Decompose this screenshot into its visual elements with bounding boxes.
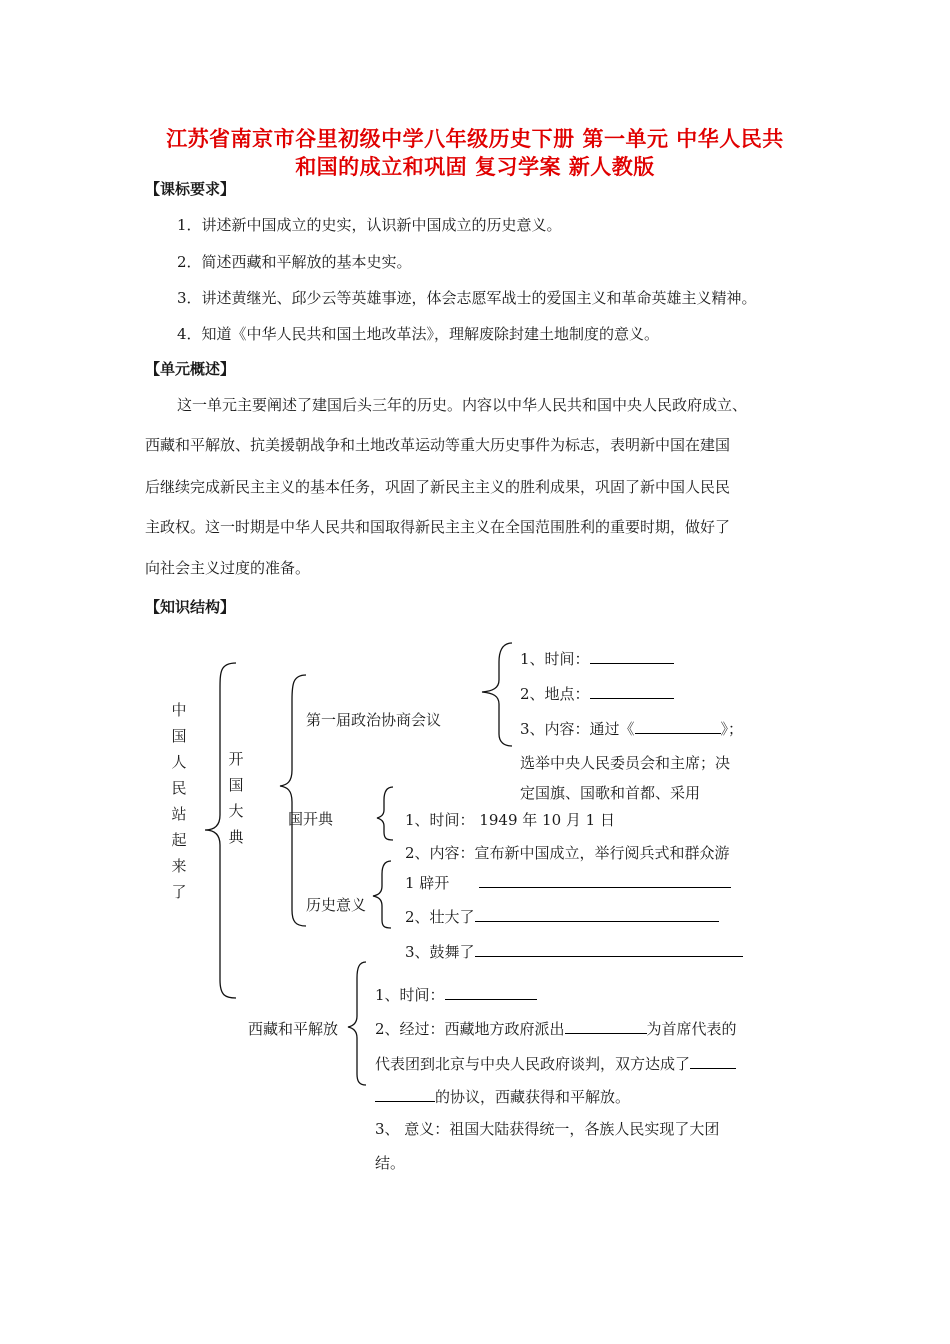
ceremony-time: 1、时间： 1949 年 10 月 1 日	[405, 811, 615, 829]
meaning-item1: 1 辟开	[405, 872, 731, 893]
requirement-item: 1．讲述新中国成立的史实，认识新中国成立的历史意义。	[177, 216, 562, 234]
doc-title-line2: 和国的成立和巩固 复习学案 新人教版	[295, 154, 655, 179]
fill-blank[interactable]	[590, 649, 674, 664]
fill-blank[interactable]	[690, 1054, 736, 1069]
fill-blank[interactable]	[590, 684, 674, 699]
tibet-label: 西藏和平解放	[248, 1020, 339, 1038]
fill-blank[interactable]	[475, 907, 719, 922]
tibet-meaning: 3、 意义：祖国大陆获得统一，各族人民实现了大团	[375, 1120, 720, 1138]
overview-heading: 【单元概述】	[145, 360, 236, 378]
branch1-bracket	[280, 675, 306, 926]
tibet-process-cont: 代表团到北京与中央人民政府谈判，双方达成了	[375, 1053, 736, 1074]
overview-line: 这一单元主要阐述了建国后头三年的历史。内容以中华人民共和国中央人民政府成立、	[177, 396, 748, 414]
overview-line: 主政权。这一时期是中华人民共和国取得新民主主义在全国范围胜利的重要时期，做好了	[145, 518, 731, 536]
structure-heading: 【知识结构】	[145, 598, 236, 616]
branch1-label: 开国大典	[228, 750, 244, 846]
overview-line: 后继续完成新民主主义的基本任务，巩固了新民主主义的胜利成果，巩固了新中国人民民	[145, 478, 731, 496]
cppcc-bracket	[482, 643, 512, 746]
tibet-process: 2、经过：西藏地方政府派出 为首席代表的	[375, 1020, 737, 1038]
fill-blank[interactable]	[445, 985, 537, 1000]
tibet-time: 1、时间：	[375, 984, 537, 1005]
meaning-label: 历史意义	[306, 896, 367, 914]
fill-blank[interactable]	[565, 1019, 647, 1034]
fill-blank[interactable]	[635, 719, 721, 734]
tibet-process-end: 的协议，西藏获得和平解放。	[375, 1086, 630, 1107]
cppcc-label: 第一届政治协商会议	[306, 711, 442, 729]
tibet-meaning-cont: 结。	[375, 1154, 406, 1172]
meaning-item2: 2、壮大了	[405, 906, 719, 927]
tibet-bracket	[348, 962, 366, 1085]
fill-blank[interactable]	[475, 942, 743, 957]
ceremony-content-clipped: 2、内容：宣布新中国成立，举行阅兵式和群众游	[405, 844, 730, 862]
cppcc-content-clipped: 定国旗、国歌和首都、采用	[520, 784, 701, 802]
cppcc-content: 3、内容：通过《 》；	[520, 720, 744, 738]
requirements-heading: 【课标要求】	[145, 180, 236, 198]
requirement-item: 3．讲述黄继光、邱少云等英雄事迹，体会志愿军战士的爱国主义和革命英雄主义精神。	[177, 289, 757, 307]
ceremony-bracket	[377, 787, 393, 840]
overview-line: 西藏和平解放、抗美援朝战争和土地改革运动等重大历史事件为标志，表明新中国在建国	[145, 436, 731, 454]
fill-blank[interactable]	[479, 873, 731, 888]
ceremony-label: 国开典	[288, 810, 334, 828]
requirement-item: 4．知道《中华人民共和国土地改革法》，理解废除封建土地制度的意义。	[177, 325, 660, 343]
root-label: 中国人民站起来了	[171, 701, 187, 901]
cppcc-content-cont: 选举中央人民委员会和主席；决	[520, 754, 731, 772]
cppcc-place: 2、地点：	[520, 683, 674, 704]
meaning-item3: 3、鼓舞了	[405, 941, 743, 962]
meaning-bracket	[373, 861, 391, 928]
overview-line: 向社会主义过度的准备。	[145, 559, 311, 577]
cppcc-time: 1、时间：	[520, 648, 674, 669]
doc-title-line1: 江苏省南京市谷里初级中学八年级历史下册 第一单元 中华人民共	[166, 126, 784, 151]
requirement-item: 2．简述西藏和平解放的基本史实。	[177, 253, 412, 271]
fill-blank[interactable]	[375, 1087, 435, 1102]
